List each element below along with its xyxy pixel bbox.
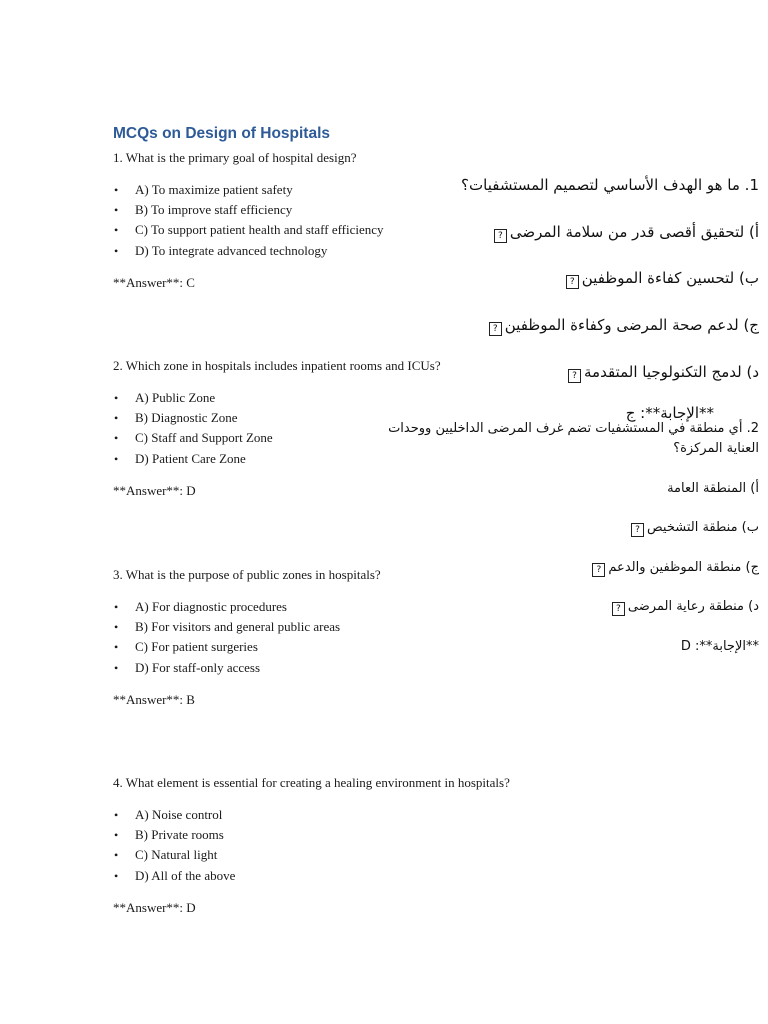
option-label: C) Staff and Support Zone — [135, 430, 273, 446]
option-3b — [113, 617, 340, 637]
bullet-icon: • — [114, 620, 119, 635]
answer-2: **Answer**: D — [113, 483, 196, 498]
missing-glyph-icon: ? — [494, 229, 507, 243]
option-2a — [113, 388, 273, 408]
arabic-answer-1: **الإجابة**: ج — [625, 404, 714, 422]
missing-glyph-icon: ? — [612, 602, 625, 616]
option-1a — [113, 180, 384, 200]
option-label: D) For staff-only access — [135, 659, 261, 675]
arabic-option-label: أ) لتحقيق أقصى قدر من سلامة المرضى — [509, 223, 759, 241]
arabic-option-2c — [589, 560, 759, 577]
arabic-option-label: ج) لدعم صحة المرضى وكفاءة الموظفين — [504, 316, 759, 334]
missing-glyph-icon: ? — [566, 275, 579, 289]
question-3-options — [113, 597, 340, 678]
option-label: A) To maximize patient safety — [135, 182, 293, 197]
arabic-option-label: د) لدمج التكنولوجيا المتقدمة — [584, 363, 759, 381]
bullet-icon: • — [114, 828, 119, 843]
option-label: A) Noise control — [135, 807, 223, 822]
arabic-option-1d — [565, 363, 759, 383]
arabic-option-2b — [628, 520, 759, 537]
option-1d — [113, 241, 384, 261]
bullet-icon: • — [114, 223, 119, 238]
option-4c — [113, 845, 235, 865]
bullet-icon: • — [114, 868, 119, 883]
missing-glyph-icon: ? — [631, 523, 644, 537]
question-3-text: 3. What is the purpose of public zones in hospitals? — [113, 567, 381, 582]
option-label: C) For patient surgeries — [135, 639, 258, 655]
option-label: C) Natural light — [135, 847, 218, 863]
option-4a — [113, 805, 235, 825]
option-3c — [113, 637, 340, 657]
question-2-text: 2. Which zone in hospitals includes inpatient rooms and ICUs? — [113, 358, 441, 373]
missing-glyph-icon: ? — [489, 322, 502, 336]
option-label: D) To integrate advanced technology — [135, 242, 328, 258]
option-4b — [113, 825, 235, 845]
arabic-option-1a — [491, 223, 759, 243]
bullet-icon: • — [114, 391, 119, 405]
arabic-option-2a: أ) المنطقة العامة — [667, 481, 759, 496]
arabic-option-label: ب) منطقة التشخيص — [646, 520, 759, 535]
answer-3: **Answer**: B — [113, 692, 195, 707]
option-2b — [113, 408, 273, 428]
option-label: B) Private rooms — [135, 827, 224, 843]
question-4-text: 4. What element is essential for creating a healing environment in hospitals? — [113, 775, 510, 790]
arabic-question-2: 2. أي منطقة في المستشفيات تضم غرف المرضى الداخليين ووحدات العناية المركزة؟ — [388, 421, 759, 456]
missing-glyph-icon: ? — [568, 369, 581, 383]
question-2-options — [113, 388, 273, 469]
page-title: MCQs on Design of Hospitals — [113, 125, 331, 142]
bullet-icon: • — [114, 243, 119, 258]
bullet-icon: • — [114, 640, 119, 655]
option-label: C) To support patient health and staff efficiency — [135, 222, 384, 238]
bullet-icon: • — [114, 183, 119, 197]
bullet-icon: • — [114, 431, 119, 446]
arabic-option-2d — [609, 599, 759, 616]
option-label: A) Public Zone — [135, 390, 216, 405]
arabic-option-1c — [486, 316, 759, 336]
missing-glyph-icon: ? — [592, 563, 605, 577]
answer-4: **Answer**: D — [113, 900, 196, 915]
arabic-option-1b — [563, 269, 759, 289]
arabic-answer-2: **الإجابة**: D — [680, 639, 759, 654]
option-3d — [113, 658, 340, 678]
bullet-icon: • — [114, 451, 119, 466]
arabic-question-1: 1. ما هو الهدف الأساسي لتصميم المستشفيات؟ — [461, 176, 759, 194]
bullet-icon: • — [114, 411, 119, 426]
option-4d — [113, 866, 235, 886]
option-3a — [113, 597, 340, 617]
question-1-text: 1. What is the primary goal of hospital design? — [113, 150, 357, 165]
option-label: D) Patient Care Zone — [135, 450, 246, 466]
option-2c — [113, 428, 273, 448]
answer-1: **Answer**: C — [113, 275, 195, 290]
question-1-options — [113, 180, 384, 261]
option-label: D) All of the above — [135, 867, 236, 883]
option-2d — [113, 449, 273, 469]
arabic-option-label: د) منطقة رعاية المرضى — [627, 599, 759, 614]
bullet-icon: • — [114, 808, 119, 822]
bullet-icon: • — [114, 203, 119, 218]
option-1c — [113, 220, 384, 240]
option-label: B) For visitors and general public areas — [135, 619, 341, 635]
arabic-option-label: ج) منطقة الموظفين والدعم — [608, 560, 759, 575]
option-label: A) For diagnostic procedures — [135, 599, 287, 614]
option-label: B) Diagnostic Zone — [135, 410, 238, 426]
arabic-option-label: ب) لتحسين كفاءة الموظفين — [581, 269, 759, 287]
bullet-icon: • — [114, 600, 119, 614]
option-label: B) To improve staff efficiency — [135, 202, 293, 218]
bullet-icon: • — [114, 660, 119, 675]
option-1b — [113, 200, 384, 220]
bullet-icon: • — [114, 848, 119, 863]
question-4-options — [113, 805, 235, 886]
